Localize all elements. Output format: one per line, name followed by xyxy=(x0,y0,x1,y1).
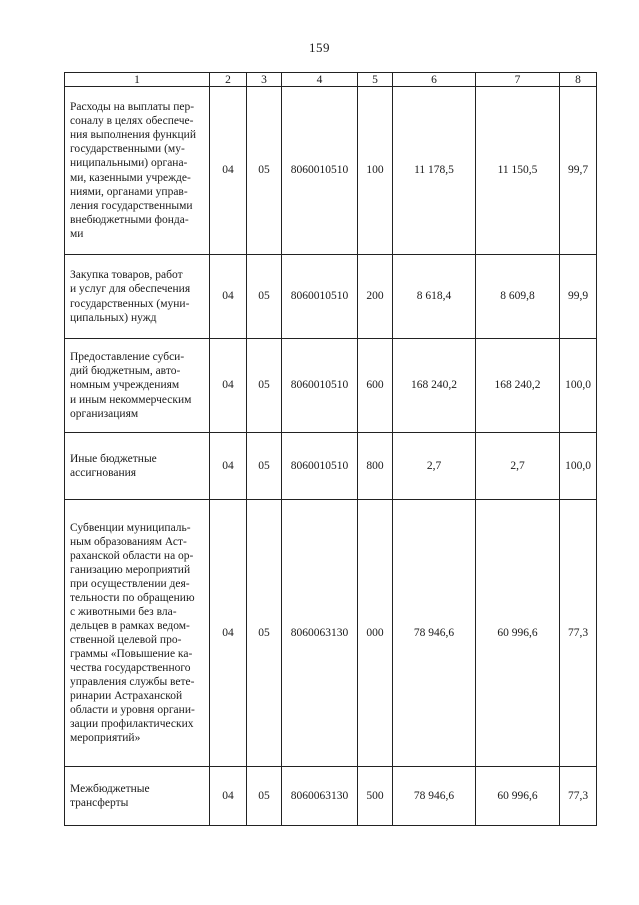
subsection-code: 05 xyxy=(247,500,282,767)
section-code: 04 xyxy=(210,339,247,433)
section-code: 04 xyxy=(210,255,247,339)
section-code: 04 xyxy=(210,433,247,500)
section-code: 04 xyxy=(210,767,247,826)
description-text: Иные бюджетные ассигнования xyxy=(70,452,157,479)
table-row xyxy=(65,767,597,826)
executed-amount: 168 240,2 xyxy=(476,339,560,433)
subsection-code: 05 xyxy=(247,87,282,255)
table-row xyxy=(65,339,597,433)
expense-type-code: 500 xyxy=(358,767,393,826)
executed-amount: 60 996,6 xyxy=(476,500,560,767)
table-row xyxy=(65,87,597,255)
column-header: 3 xyxy=(247,73,282,87)
column-header: 8 xyxy=(560,73,597,87)
table-row xyxy=(65,500,597,767)
column-header: 6 xyxy=(393,73,476,87)
subsection-code: 05 xyxy=(247,767,282,826)
target-article-code: 8060063130 xyxy=(282,500,358,767)
description-text: Закупка товаров, работ и услуг для обеспечения государственных (муни- ципальных) нужд xyxy=(70,269,191,324)
budget-table xyxy=(64,72,597,826)
expense-type-code: 000 xyxy=(358,500,393,767)
description-text: Расходы на выплаты пер- соналу в целях обеспече- ния выполнения функций государственными (му- ниципальными) органа- ми, казенными учрежде- ниями, органами управ- ления государственными внебюджетными фонда- ми xyxy=(70,101,196,240)
expense-type-code: 800 xyxy=(358,433,393,500)
planned-amount: 8 618,4 xyxy=(393,255,476,339)
subsection-code: 05 xyxy=(247,255,282,339)
table-row xyxy=(65,433,597,500)
execution-percent: 100,0 xyxy=(560,433,597,500)
subsection-code: 05 xyxy=(247,339,282,433)
expense-description xyxy=(65,339,210,433)
table-row xyxy=(65,255,597,339)
execution-percent: 77,3 xyxy=(560,767,597,826)
expense-description xyxy=(65,500,210,767)
executed-amount: 60 996,6 xyxy=(476,767,560,826)
header-row xyxy=(65,73,597,87)
execution-percent: 77,3 xyxy=(560,500,597,767)
planned-amount: 78 946,6 xyxy=(393,500,476,767)
executed-amount: 11 150,5 xyxy=(476,87,560,255)
expense-description xyxy=(65,255,210,339)
description-text: Субвенции муниципаль- ным образованиям Аст- раханской области на ор- ганизацию мероприятий при осуществлении дея- тельности по обращению с животными без вла- дельцев в рамках ведом- ственной целевой про- граммы «Повышение ка- чества государственного управления службы вете- ринарии Астраханской области и уровня органи- зации профилактических мероприятий» xyxy=(70,521,195,745)
execution-percent: 100,0 xyxy=(560,339,597,433)
expense-description xyxy=(65,87,210,255)
execution-percent: 99,9 xyxy=(560,255,597,339)
target-article-code: 8060010510 xyxy=(282,339,358,433)
expense-description xyxy=(65,767,210,826)
column-header: 7 xyxy=(476,73,560,87)
section-code: 04 xyxy=(210,87,247,255)
column-header: 5 xyxy=(358,73,393,87)
expense-type-code: 600 xyxy=(358,339,393,433)
column-header: 1 xyxy=(65,73,210,87)
target-article-code: 8060010510 xyxy=(282,87,358,255)
planned-amount: 2,7 xyxy=(393,433,476,500)
description-text: Предоставление субси- дий бюджетным, авто- номным учреждениям и иным некоммерческим организациям xyxy=(70,351,192,420)
description-text: Межбюджетные трансферты xyxy=(70,782,150,809)
subsection-code: 05 xyxy=(247,433,282,500)
target-article-code: 8060010510 xyxy=(282,255,358,339)
column-header: 4 xyxy=(282,73,358,87)
section-code: 04 xyxy=(210,500,247,767)
page-number: 159 xyxy=(309,40,330,55)
target-article-code: 8060063130 xyxy=(282,767,358,826)
executed-amount: 8 609,8 xyxy=(476,255,560,339)
target-article-code: 8060010510 xyxy=(282,433,358,500)
planned-amount: 11 178,5 xyxy=(393,87,476,255)
expense-type-code: 100 xyxy=(358,87,393,255)
planned-amount: 78 946,6 xyxy=(393,767,476,826)
execution-percent: 99,7 xyxy=(560,87,597,255)
executed-amount: 2,7 xyxy=(476,433,560,500)
column-header: 2 xyxy=(210,73,247,87)
planned-amount: 168 240,2 xyxy=(393,339,476,433)
expense-description xyxy=(65,433,210,500)
expense-type-code: 200 xyxy=(358,255,393,339)
